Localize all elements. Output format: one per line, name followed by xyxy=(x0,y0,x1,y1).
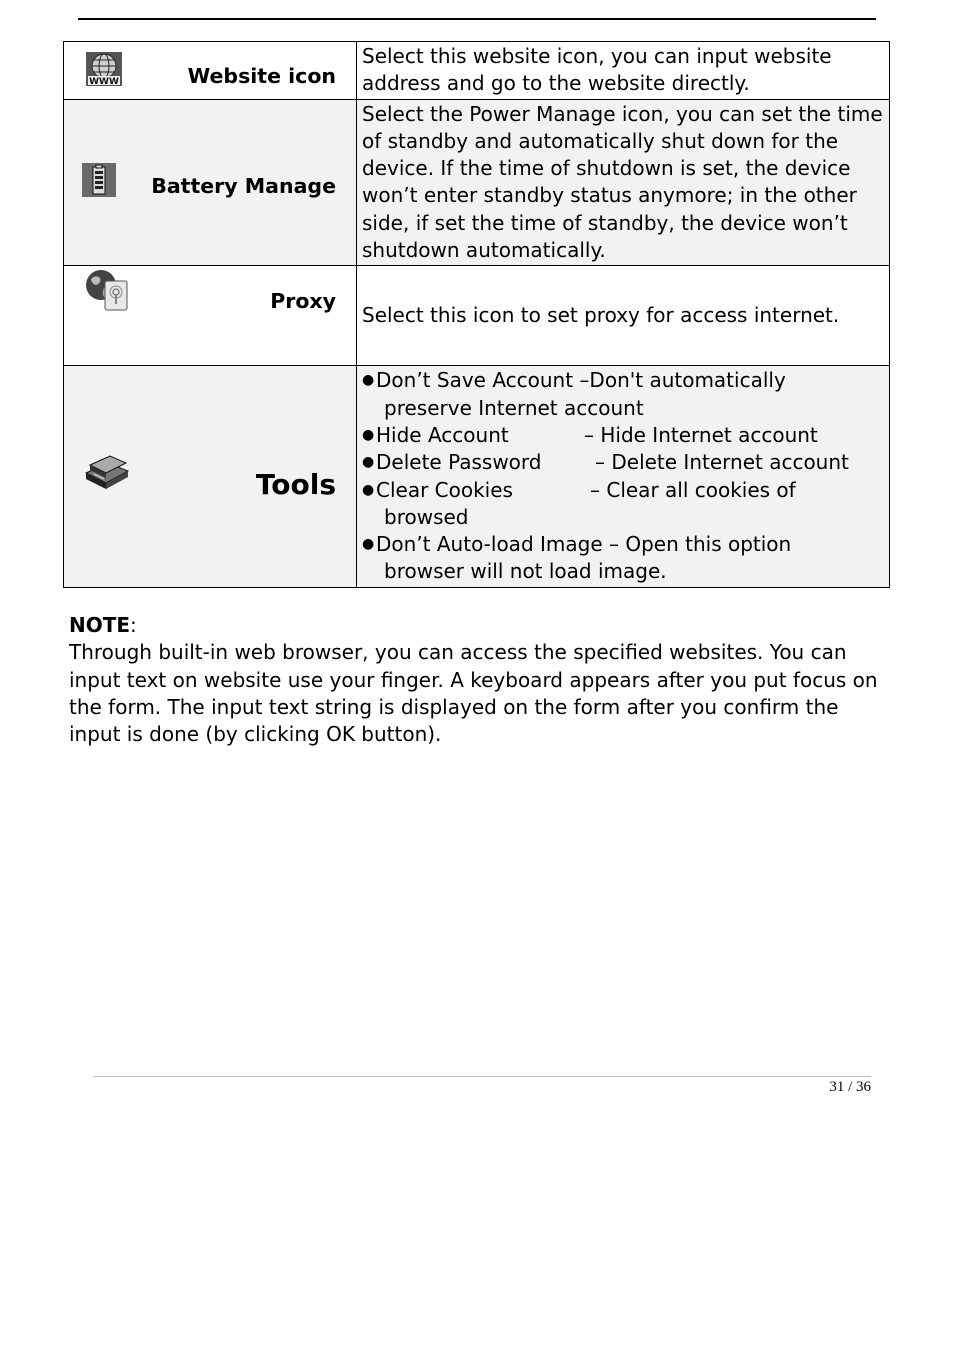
battery-icon xyxy=(82,163,116,201)
list-item: ● Hide Account – Hide Internet account xyxy=(362,422,885,449)
setting-name-cell xyxy=(64,366,357,587)
footer-rule xyxy=(93,1076,871,1077)
list-item: ● Don’t Save Account –Don't automatically preserve Internet account xyxy=(362,368,786,420)
setting-description: Select this website icon, you can input website address and go to the website directly. xyxy=(357,42,890,100)
bullet-icon: ● xyxy=(362,426,375,443)
setting-label-website-icon: Website icon xyxy=(187,64,336,88)
bullet-icon: ● xyxy=(362,536,375,553)
tools-option-list xyxy=(362,367,885,585)
setting-description: Select this icon to set proxy for access internet. xyxy=(357,266,890,366)
note-heading: NOTE: xyxy=(69,613,137,637)
table-row xyxy=(64,266,890,366)
globe-network-icon xyxy=(84,268,130,316)
setting-name-cell xyxy=(64,266,357,366)
svg-text:WWW: WWW xyxy=(89,77,119,86)
bullet-icon: ● xyxy=(362,372,375,389)
books-icon xyxy=(84,453,130,497)
list-item: ● Delete Password – Delete Internet account xyxy=(362,449,885,476)
table-row xyxy=(64,42,890,100)
note-section xyxy=(69,612,889,748)
header-rule xyxy=(78,18,876,20)
setting-label-proxy: Proxy xyxy=(270,289,336,314)
bullet-icon: ● xyxy=(362,481,375,498)
setting-label-tools: Tools xyxy=(255,468,336,502)
globe-www-icon xyxy=(86,52,122,90)
setting-label-battery-manage: Battery Manage xyxy=(151,173,336,198)
setting-description: Select the Power Manage icon, you can set the time of standby and automatically shut down for the device. If the time of shutdown is set, the device won’t enter standby status anymore; in the other side, if set the time of standby, the device won’t shutdown automatically. xyxy=(357,99,890,266)
bullet-icon: ● xyxy=(362,454,375,471)
list-item: ● Clear Cookies – Clear all cookies of browsed xyxy=(362,477,796,529)
setting-description xyxy=(357,366,890,587)
list-item: ● Don’t Auto-load Image – Open this option browser will not load image. xyxy=(362,532,792,584)
table-row xyxy=(64,99,890,266)
setting-name-cell xyxy=(64,99,357,266)
browser-settings-table xyxy=(63,41,890,588)
table-row xyxy=(64,366,890,587)
page-number: 31 / 36 xyxy=(829,1079,871,1095)
setting-name-cell xyxy=(64,42,357,100)
note-body: Through built-in web browser, you can access the specified websites. You can input text on website use your finger. A keyboard appears after you put focus on the form. The input text string is displayed on the form after you confirm the input is done (by clicking OK button). xyxy=(69,640,878,747)
